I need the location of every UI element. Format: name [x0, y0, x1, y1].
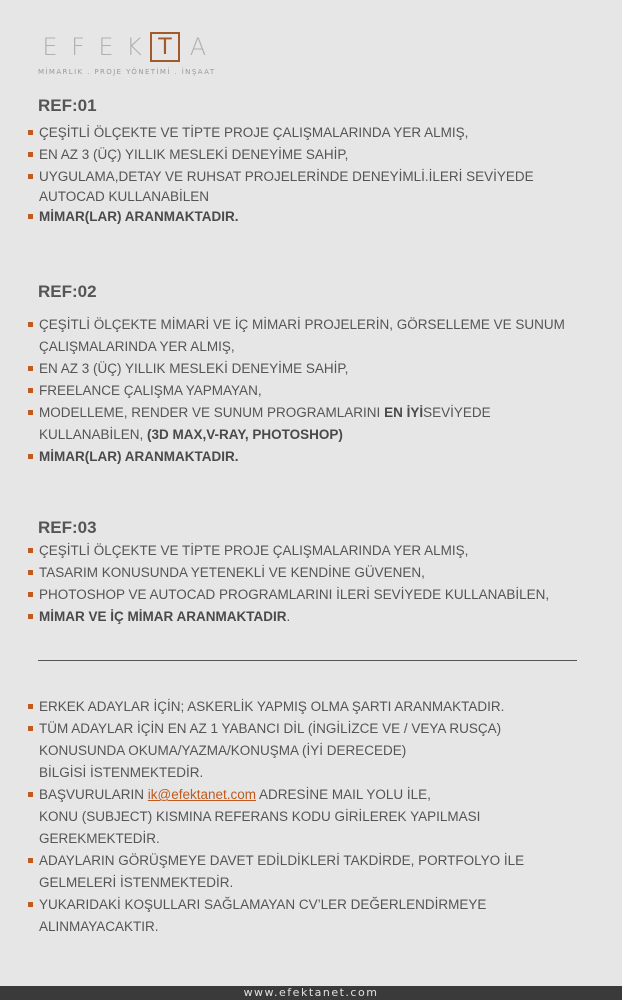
item-text: MİMAR VE İÇ MİMAR ARANMAKTADIR	[39, 609, 287, 624]
general-conditions-list	[28, 696, 594, 938]
item-text: PHOTOSHOP VE AUTOCAD PROGRAMLARINI İLERİ SEVİYEDE KULLANABİLEN,	[39, 587, 550, 602]
item-text-line2: GELMELERİ İSTENMEKTEDİR.	[39, 875, 234, 890]
item-text: BAŞVURULARIN	[39, 787, 148, 802]
item-text: MODELLEME, RENDER VE SUNUM PROGRAMLARINI	[39, 405, 385, 420]
logo-letter: F	[71, 33, 85, 61]
bullet-icon	[28, 592, 33, 597]
item-text-line2: ÇALIŞMALARINDA YER ALMIŞ,	[39, 339, 235, 354]
bullet-icon	[28, 726, 33, 731]
list-item	[28, 584, 594, 606]
bullet-icon	[28, 792, 33, 797]
efekta-logo	[38, 30, 228, 80]
general-conditions-section	[28, 696, 594, 938]
list-item	[28, 540, 594, 562]
item-text-emphasis: (3D MAX,V-RAY, PHOTOSHOP)	[147, 427, 343, 442]
bullet-icon	[28, 454, 33, 459]
ref03-title: REF:03	[38, 518, 97, 537]
item-text: TASARIM KONUSUNDA YETENEKLİ VE KENDİNE GÜVENEN,	[39, 565, 425, 580]
item-text: YUKARIDAKİ KOŞULLARI SAĞLAMAYAN CV’LER DEĞERLENDİRMEYE	[39, 897, 487, 912]
bullet-icon	[28, 152, 33, 157]
list-item	[28, 206, 594, 228]
item-text-line3: BİLGİSİ İSTENMEKTEDİR.	[39, 765, 204, 780]
logo-letter: E	[98, 33, 114, 61]
list-item	[28, 380, 594, 402]
bullet-icon	[28, 614, 33, 619]
bullet-icon	[28, 214, 33, 219]
bullet-icon	[28, 704, 33, 709]
list-item	[28, 446, 594, 468]
item-text: MİMAR(LAR) ARANMAKTADIR.	[39, 449, 239, 464]
item-text-line2: KONUSUNDA OKUMA/YAZMA/KONUŞMA (İYİ DERECEDE)	[39, 743, 407, 758]
list-item	[28, 718, 594, 784]
item-text: ADAYLARIN GÖRÜŞMEYE DAVET EDİLDİKLERİ TAKDİRDE, PORTFOLYO İLE	[39, 853, 525, 868]
logo-tagline: MİMARLIK . PROJE YÖNETİMİ . İNŞAAT	[38, 68, 216, 76]
item-text: TÜM ADAYLAR İÇİN EN AZ 1 YABANCI DİL (İNGİLİZCE VE / VEYA RUSÇA)	[39, 721, 502, 736]
list-item	[28, 402, 594, 446]
list-item	[28, 166, 594, 206]
ref03-list	[28, 540, 594, 628]
item-text: FREELANCE ÇALIŞMA YAPMAYAN,	[39, 383, 262, 398]
ref02-list	[28, 314, 594, 468]
item-text: ÇEŞİTLİ ÖLÇEKTE VE TİPTE PROJE ÇALIŞMALARINDA YER ALMIŞ,	[39, 125, 469, 140]
ref02-section	[28, 282, 594, 468]
footer-url[interactable]: www.efektanet.com	[0, 986, 622, 1000]
ref01-section	[28, 96, 594, 228]
bullet-icon	[28, 322, 33, 327]
item-text: ÇEŞİTLİ ÖLÇEKTE MİMARİ VE İÇ MİMARİ PROJELERİN, GÖRSELLEME VE SUNUM	[39, 317, 565, 332]
item-text: ERKEK ADAYLAR İÇİN; ASKERLİK YAPMIŞ OLMA ŞARTI ARANMAKTADIR.	[39, 699, 505, 714]
item-text: ADRESİNE MAIL YOLU İLE,	[256, 787, 431, 802]
logo-wordmark	[38, 30, 228, 64]
list-item	[28, 358, 594, 380]
list-item	[28, 606, 594, 628]
item-text-emphasis: EN İYİ	[384, 405, 424, 420]
bullet-icon	[28, 366, 33, 371]
bullet-icon	[28, 388, 33, 393]
logo-letter: K	[126, 33, 142, 61]
email-link[interactable]: ik@efektanet.com	[147, 787, 257, 802]
list-item	[28, 144, 594, 166]
bullet-icon	[28, 902, 33, 907]
list-item	[28, 122, 594, 144]
bullet-icon	[28, 548, 33, 553]
item-text-line2: ALINMAYACAKTIR.	[39, 919, 159, 934]
item-text-line2: KONU (SUBJECT) KISMINA REFERANS KODU GİRİLEREK YAPILMASI	[39, 809, 481, 824]
ref02-title: REF:02	[38, 282, 97, 301]
item-text: MİMAR(LAR) ARANMAKTADIR.	[39, 209, 239, 224]
bullet-icon	[28, 130, 33, 135]
bullet-icon	[28, 570, 33, 575]
item-text: KULLANABİLEN,	[39, 427, 148, 442]
logo-letter: E	[42, 33, 58, 61]
item-text-line3: GEREKMEKTEDİR.	[39, 831, 160, 846]
ref03-section	[28, 518, 594, 628]
list-item	[28, 850, 594, 894]
logo-letter: A	[189, 33, 207, 61]
item-text: ÇEŞİTLİ ÖLÇEKTE VE TİPTE PROJE ÇALIŞMALARINDA YER ALMIŞ,	[39, 543, 469, 558]
ref01-title: REF:01	[38, 96, 97, 115]
section-divider	[38, 660, 577, 661]
item-text: SEVİYEDE	[423, 405, 491, 420]
list-item	[28, 696, 594, 718]
list-item	[28, 314, 594, 358]
list-item	[28, 562, 594, 584]
bullet-icon	[28, 174, 33, 179]
list-item	[28, 894, 594, 938]
bullet-icon	[28, 410, 33, 415]
item-text: EN AZ 3 (ÜÇ) YILLIK MESLEKİ DENEYİME SAHİP,	[39, 147, 349, 162]
ref01-list	[28, 122, 594, 228]
item-text: .	[286, 609, 291, 624]
bullet-icon	[28, 858, 33, 863]
item-text: EN AZ 3 (ÜÇ) YILLIK MESLEKİ DENEYİME SAHİP,	[39, 361, 349, 376]
item-text: UYGULAMA,DETAY VE RUHSAT PROJELERİNDE DENEYİMLİ.İLERİ SEVİYEDE	[39, 169, 534, 184]
logo-boxed-letter: T	[150, 32, 180, 62]
list-item	[28, 784, 594, 850]
item-text-line2: AUTOCAD KULLANABİLEN	[39, 189, 210, 204]
item-text-line2	[39, 424, 594, 446]
